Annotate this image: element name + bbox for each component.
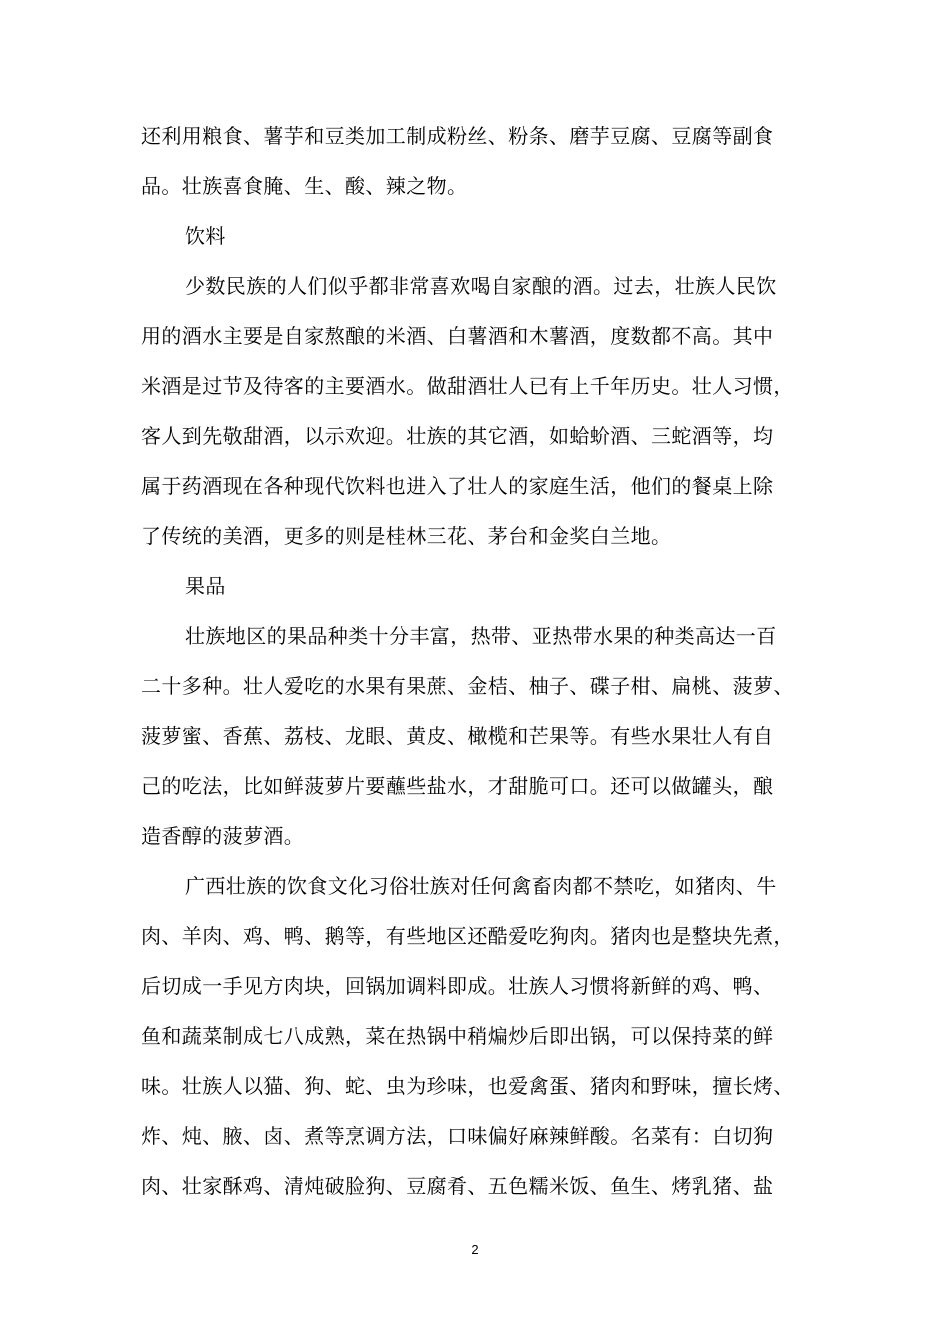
text-line: 壮族地区的果品种类十分丰富，热带、亚热带水果的种类高达一百 [185,624,777,648]
text-line: 用的酒水主要是自家熬酿的米酒、白薯酒和木薯酒，度数都不高。其中 [141,324,774,348]
text-line: 属于药酒现在各种现代饮料也进入了壮人的家庭生活，他们的餐桌上除 [141,474,774,498]
text-line: 还利用粮食、薯芋和豆类加工制成粉丝、粉条、磨芋豆腐、豆腐等副食 [141,124,774,148]
text-line: 造香醇的菠萝酒。 [141,824,305,848]
text-line: 肉、羊肉、鸡、鸭、鹅等，有些地区还酷爱吃狗肉。猪肉也是整块先煮， [141,924,794,948]
text-line: 客人到先敬甜酒，以示欢迎。壮族的其它酒，如蛤蚧酒、三蛇酒等，均 [141,424,774,448]
document-body [141,117,831,1217]
text-line: 肉、壮家酥鸡、清炖破脸狗、豆腐肴、五色糯米饭、鱼生、烤乳猪、盐 [141,1174,774,1198]
page-number: 2 [471,1242,479,1257]
text-line: 饮料 [185,224,226,248]
text-line: 了传统的美酒，更多的则是桂林三花、茅台和金奖白兰地。 [141,524,672,548]
text-line: 品。壮族喜食腌、生、酸、辣之物。 [141,174,468,198]
text-line: 广西壮族的饮食文化习俗壮族对任何禽畜肉都不禁吃，如猪肉、牛 [185,874,777,898]
text-line: 己的吃法，比如鲜菠萝片要蘸些盐水，才甜脆可口。还可以做罐头，酿 [141,774,774,798]
text-line: 味。壮族人以猫、狗、蛇、虫为珍味，也爱禽蛋、猪肉和野味，擅长烤、 [141,1074,794,1098]
text-line: 鱼和蔬菜制成七八成熟，菜在热锅中稍煸炒后即出锅，可以保持菜的鲜 [141,1024,774,1048]
text-line: 后切成一手见方肉块，回锅加调料即成。壮族人习惯将新鲜的鸡、鸭、 [141,974,774,998]
text-line: 炸、炖、腋、卤、煮等烹调方法，口味偏好麻辣鲜酸。名菜有：白切狗 [141,1124,774,1148]
text-line: 果品 [185,574,226,598]
text-line: 菠萝蜜、香蕉、荔枝、龙眼、黄皮、橄榄和芒果等。有些水果壮人有自 [141,724,774,748]
text-line: 米酒是过节及待客的主要酒水。做甜酒壮人已有上千年历史。壮人习惯， [141,374,794,398]
text-line: 二十多种。壮人爱吃的水果有果蔗、金桔、柚子、碟子柑、扁桃、菠萝、 [141,674,794,698]
text-line: 少数民族的人们似乎都非常喜欢喝自家酿的酒。过去，壮族人民饮 [185,274,777,298]
